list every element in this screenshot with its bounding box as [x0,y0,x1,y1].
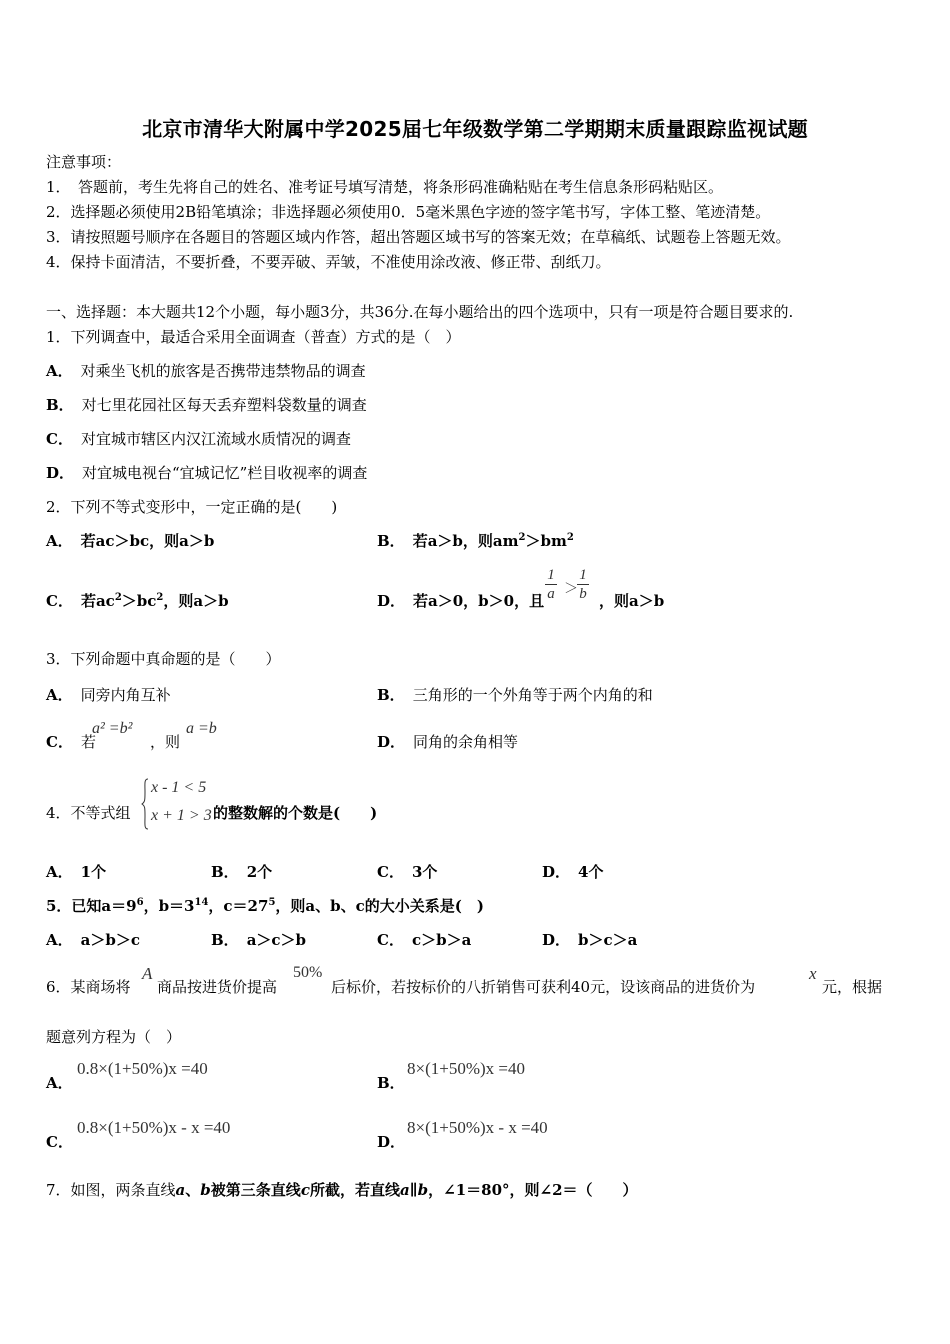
q6-option-c-label: C． [46,1133,73,1151]
option-label: B． [46,396,74,414]
superscript: 6 [136,897,144,908]
variable-b: b [200,1181,211,1199]
q4-option-d [542,862,603,882]
option-label: B． [377,686,405,704]
stem-part: ，c＝27 [208,897,269,915]
option-text-post: ，则a＞b [163,592,229,610]
superscript: 2 [518,532,526,543]
option-text: 对宜城市辖区内汉江流域水质情况的调查 [80,430,351,448]
q3-option-c-mid: ，则 [150,733,181,751]
option-text-pre: 若ac [80,592,115,610]
superscript: 2 [156,592,164,603]
option-text: 同旁内角互补 [80,686,171,704]
section-heading: 一、选择题：本大题共12个小题，每小题3分，共36分.在每小题给出的四个选项中，只有一项是符合题目要求的. [46,303,794,321]
fraction-denominator: a [547,586,555,602]
page-title: 北京市清华大附属中学2025届七年级数学第二学期期末质量跟踪监视试题 [142,117,808,141]
q2-option-a [46,531,214,551]
stem-part: 5．已知a＝9 [46,897,137,915]
q3-option-c [46,732,96,752]
fraction-numerator: 1 [547,567,555,583]
q6-option-d-label: D． [377,1133,406,1151]
inequality-1: x - 1 < 5 [151,779,207,796]
option-text-mid: ＞bm [525,532,567,550]
option-text: 4个 [578,863,604,881]
fraction-1-over-b [577,566,589,603]
q6-option-d-equation: 8×(1+50%)x - x =40 [407,1118,548,1137]
q2-option-b [377,531,574,551]
superscript: 5 [268,897,276,908]
notice-item-3: 3．请按照题号顺序在各题目的答题区域内作答，超出答题区域书写的答案无效；在草稿纸、试题卷上答题无效。 [46,228,791,246]
option-text: 若ac＞bc，则a＞b [80,532,215,550]
notice-item-4: 4．保持卡面清洁，不要折叠，不要弄破、弄皱，不准使用涂改液、修正带、刮纸刀。 [46,253,611,271]
q7-stem [46,1180,638,1200]
q1-option-c [46,429,351,449]
q6-option-b-equation: 8×(1+50%)x =40 [407,1059,525,1078]
superscript: 14 [194,897,209,908]
q6-option-c-equation: 0.8×(1+50%)x - x =40 [77,1118,231,1137]
q2-option-d-post: ，则a＞b [599,592,665,610]
q2-option-c [46,591,229,611]
greater-than-sign: ＞ [564,581,578,597]
stem-part: 所截，若直线 [309,1181,400,1199]
equation-a2-eq-b2: a² =b² [92,720,133,737]
option-label: A． [46,532,73,550]
option-text: 对宜城电视台“宜城记忆”栏目收视率的调查 [82,464,368,482]
option-label: A． [46,931,73,949]
q4-stem-pre: 4．不等式组 [46,804,131,822]
q6-option-b-label: B． [377,1074,405,1092]
option-label: D． [377,592,406,610]
stem-part: ，则a、b、c的大小关系是( ) [275,897,484,915]
q6-stem-line-2: 题意列方程为（ ） [46,1028,182,1046]
q2-option-d [377,591,544,611]
q3-option-b [377,685,653,705]
option-text: c＞b＞a [411,931,472,949]
notice-item-2: 2．选择题必须使用2B铅笔填涂；非选择题必须使用0．5毫米黑色字迹的签字笔书写，字体工整、笔迹清楚。 [46,203,771,221]
q1-option-d [46,463,367,483]
option-text: a＞b＞c [80,931,140,949]
notice-item-1: 1． 答题前，考生先将自己的姓名、准考证号填写清楚，将条形码准确粘贴在考生信息条形码粘贴区。 [46,178,724,196]
q5-option-c [377,930,471,950]
q4-stem-post: 的整数解的个数是( ) [213,804,378,822]
stem-part: 、 [185,1181,201,1199]
q1-stem: 1．下列调查中，最适合采用全面调查（普查）方式的是（ ） [46,328,461,346]
q6-stem-part-4: 元，根据 [822,978,883,996]
option-text-pre: 若a＞0，b＞0，且 [413,592,545,610]
system-brace-icon [141,778,149,830]
option-text-pre: 若a＞b，则am [412,532,519,550]
option-label: C． [377,931,404,949]
fraction-denominator: b [579,586,587,602]
q6-stem-part-3: 后标价，若按标价的八折销售可获利40元，设该商品的进货价为 [331,978,756,996]
option-label: D． [46,464,75,482]
q2-stem: 2．下列不等式变形中，一定正确的是( ) [46,498,338,516]
q1-option-b [46,395,367,415]
fraction-numerator: 1 [579,567,587,583]
option-label: B． [211,931,239,949]
option-text: a＞c＞b [246,931,307,949]
stem-part: 7．如图，两条直线 [46,1181,176,1199]
option-label: C． [46,592,73,610]
option-text: 三角形的一个外角等于两个内角的和 [412,686,653,704]
option-text: 同角的余角相等 [413,733,519,751]
superscript: 2 [566,532,574,543]
option-label: C． [46,430,73,448]
q6-stem-part-1: 6．某商场将 [46,978,131,996]
q5-option-b [211,930,306,950]
equation-a-eq-b: a =b [186,720,217,737]
q5-option-d [542,930,637,950]
option-label: D． [542,931,571,949]
q6-stem-part-2: 商品按进货价提高 [157,978,278,996]
stem-part: 被第三条直线 [210,1181,301,1199]
option-label: A． [46,362,73,380]
option-text: 3个 [411,863,438,881]
q6-option-a-label: A． [46,1074,73,1092]
superscript: 2 [114,592,122,603]
option-label: A． [46,686,73,704]
q5-option-a [46,930,140,950]
q1-option-a [46,361,366,381]
option-label: B． [377,532,405,550]
variable-x: x [809,964,817,983]
option-label: C． [377,863,404,881]
option-label: A． [46,863,73,881]
q3-option-a [46,685,171,705]
q4-option-c [377,862,437,882]
percent-50: 50% [293,964,323,981]
option-label: B． [211,863,239,881]
q5-stem [46,896,484,916]
option-text: 1个 [80,863,107,881]
option-text-mid: ＞bc [121,592,157,610]
option-text: 对七里花园社区每天丢弃塑料袋数量的调查 [81,396,367,414]
option-text-pre: 若 [80,733,96,751]
q3-option-d [377,732,518,752]
fraction-1-over-a [545,566,557,603]
q4-option-a [46,862,106,882]
q4-option-b [211,862,272,882]
option-text: b＞c＞a [578,931,638,949]
parallel-statement: a∥b [399,1181,429,1199]
notice-heading: 注意事项： [46,153,122,171]
option-label: D． [377,733,406,751]
option-label: D． [542,863,571,881]
option-text: 对乘坐飞机的旅客是否携带违禁物品的调查 [80,362,366,380]
variable-a: a [175,1181,186,1199]
q3-stem: 3．下列命题中真命题的是（ ） [46,650,281,668]
variable-c: c [300,1181,310,1199]
option-label: C． [46,733,73,751]
stem-part: ，b＝3 [143,897,195,915]
stem-part: ，∠1＝80°，则∠2＝（ ） [428,1181,638,1199]
q6-option-a-equation: 0.8×(1+50%)x =40 [77,1059,208,1078]
option-text: 2个 [246,863,273,881]
variable-a: A [142,964,153,983]
inequality-2: x + 1 > 3 [151,807,212,824]
